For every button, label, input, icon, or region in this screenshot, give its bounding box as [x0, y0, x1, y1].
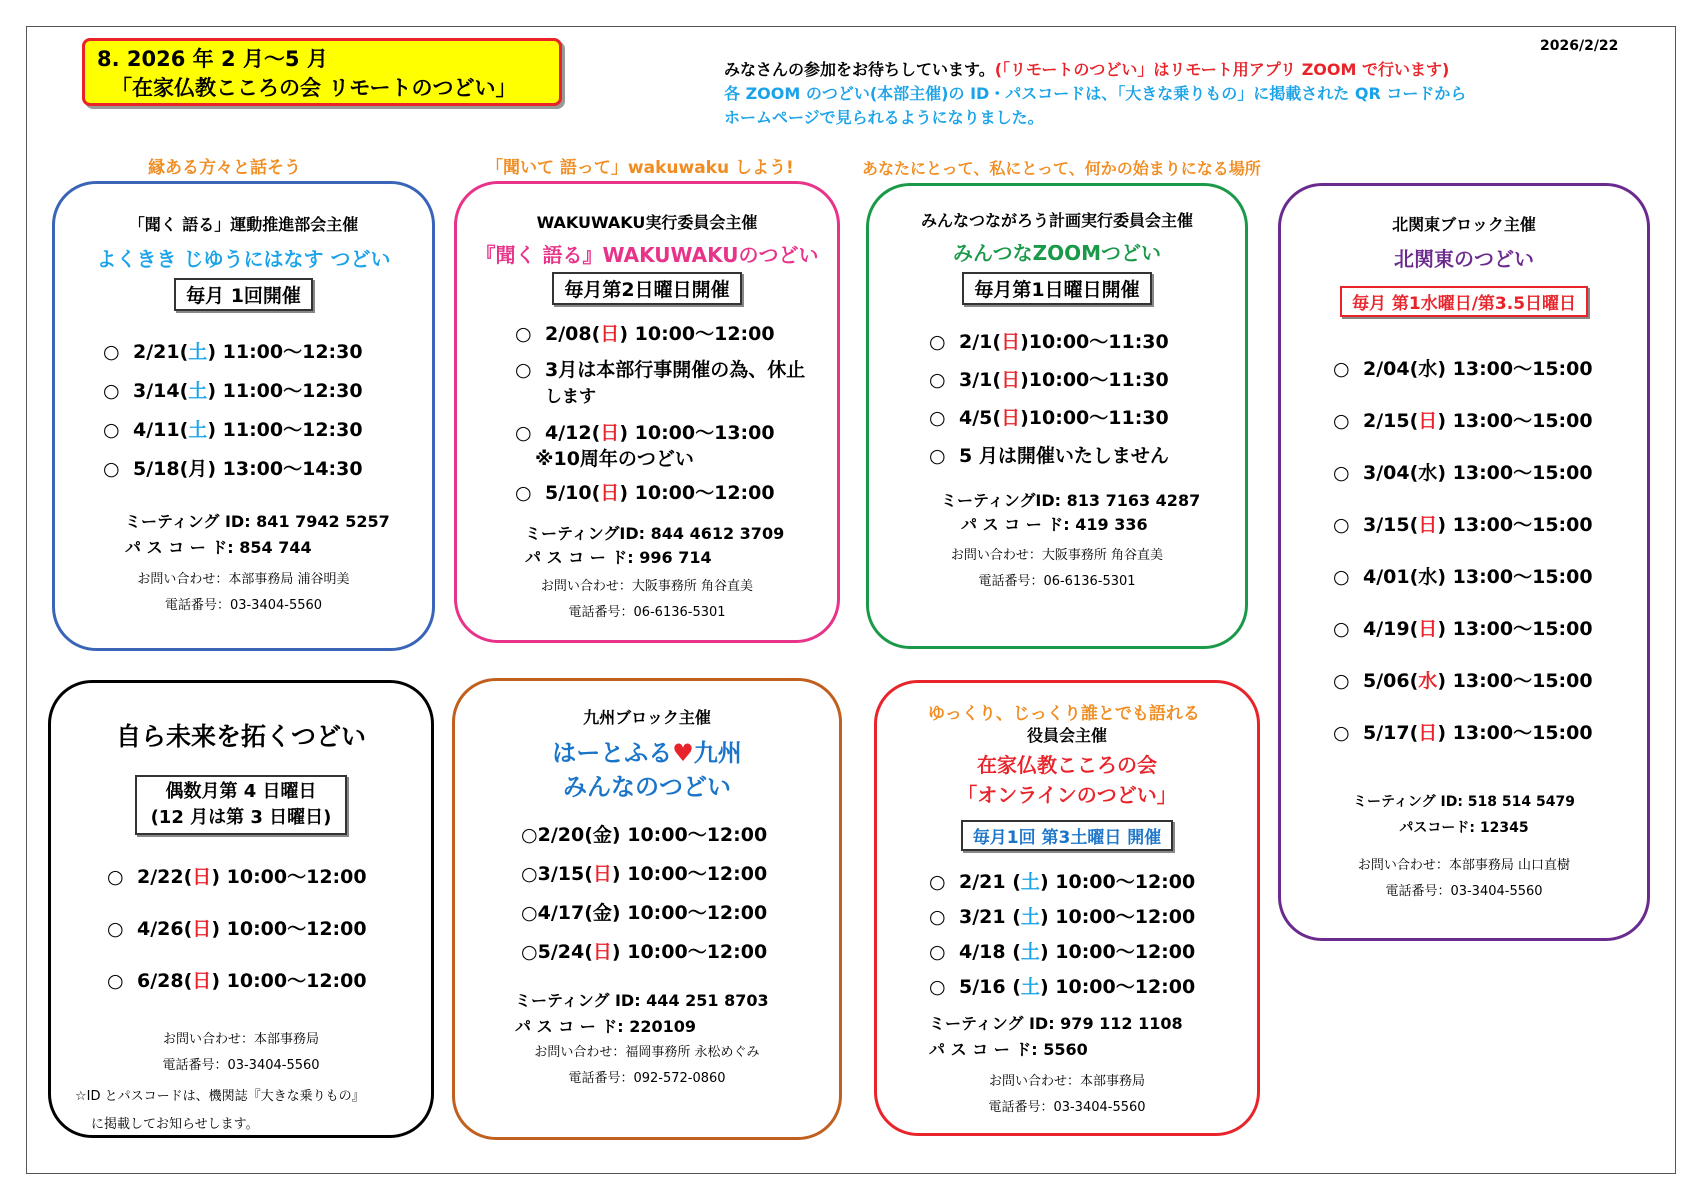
- list-item: ○ 2/04(水) 13:00～15:00: [1333, 358, 1593, 380]
- card-organizer: WAKUWAKU実行委員会主催: [536, 213, 758, 232]
- card-schedule: 毎月1回 第3土曜日 開催: [961, 820, 1174, 851]
- date-list: [1333, 343, 1647, 759]
- phone: 電話番号：06-6136-5301: [568, 605, 726, 620]
- list-item: ○ 2/15(日) 13:00～15:00: [1333, 410, 1593, 432]
- card-organizer: 「聞く 語る」運動推進部会主催: [128, 215, 359, 234]
- meeting-id: ミーティング ID: 518 514 5479: [1353, 794, 1575, 810]
- list-item: ○ 2/21(土) 11:00～12:30: [103, 341, 363, 363]
- list-item: ○ 3/15(日) 13:00～15:00: [1333, 514, 1593, 536]
- date-list: [521, 816, 839, 972]
- note-line-1: ☆ID とパスコードは、機関誌『大きな乗りもの』: [75, 1089, 365, 1104]
- card-mirai: [48, 680, 434, 1138]
- meeting-id: ミーティング ID: 444 251 8703: [515, 991, 769, 1010]
- date-list: [103, 333, 432, 489]
- list-item: ○ 4/12(日) 10:00～13:00: [515, 422, 775, 444]
- schedule-line-2: (12 月は第 3 日曜日): [150, 807, 332, 828]
- card-kiku-kataru: [52, 181, 435, 651]
- list-item: ○5/24(日) 10:00～12:00: [521, 941, 768, 963]
- list-item: ○3/15(日) 10:00～12:00: [521, 863, 768, 885]
- card-schedule: 毎月 1回開催: [174, 278, 313, 311]
- passcode: パスコード: 12345: [1399, 820, 1529, 836]
- card-organizer: 北関東ブロック主催: [1392, 215, 1536, 234]
- list-item: ○ 4/19(日) 13:00～15:00: [1333, 618, 1593, 640]
- date-list: [107, 851, 431, 1007]
- document-date: 2026/2/22: [1540, 38, 1619, 54]
- slogan-1: 縁ある方々と話そう: [148, 158, 301, 178]
- schedule-line-1: 偶数月第 4 日曜日: [165, 781, 317, 802]
- list-item: ○ 3月は本部行事開催の為、休止 します: [515, 359, 806, 407]
- date-list: [515, 321, 837, 506]
- document-title: [82, 38, 562, 106]
- card-online: [874, 680, 1260, 1136]
- meeting-id: ミーティング ID: 979 112 1108: [929, 1014, 1183, 1033]
- phone: 電話番号：03-3404-5560: [1385, 884, 1543, 899]
- phone: 電話番号：06-6136-5301: [978, 574, 1136, 589]
- list-item: ○ 4/18 (土) 10:00～12:00: [929, 941, 1196, 963]
- list-item: ○ 2/22(日) 10:00～12:00: [107, 866, 367, 888]
- list-item: ○ 2/1(日)10:00～11:30: [929, 331, 1169, 353]
- notice-line-1a: みなさんの参加をお待ちしています。: [724, 60, 995, 79]
- list-item: ○2/20(金) 10:00～12:00: [521, 824, 768, 846]
- list-item: ○ 2/21 (土) 10:00～12:00: [929, 871, 1196, 893]
- event-name-line-2: 「オンラインのつどい」: [957, 783, 1177, 807]
- title-line-1: 8. 2026 年 2 月～5 月: [97, 47, 328, 71]
- notice-line-3: ホームページで見られるようになりました。: [724, 108, 1044, 127]
- event-name-line-2: みんなのつどい: [563, 773, 731, 801]
- contact: お問い合わせ：福岡事務所 永松めぐみ: [534, 1045, 760, 1060]
- card-event-name: みんつなZOOMつどい: [952, 241, 1161, 265]
- event-name-line-1: 在家仏教こころの会: [977, 753, 1157, 777]
- slogan-2: 「聞いて 語って」wakuwaku しよう!: [486, 158, 794, 178]
- card-organizer: 九州ブロック主催: [583, 708, 711, 727]
- passcode: パ ス コ ー ド: 220109: [515, 1017, 697, 1036]
- date-list: [929, 865, 1257, 1005]
- card-organizer: みんなつながろう計画実行委員会主催: [920, 211, 1193, 230]
- passcode: パ ス コ ー ド: 996 714: [525, 548, 712, 567]
- list-item: ○ 4/5(日)10:00～11:30: [929, 407, 1169, 429]
- slogan-3: あなたにとって、私にとって、何かの始まりになる場所: [862, 159, 1261, 178]
- title-line-2: 「在家仏教こころの会 リモートのつどい」: [111, 76, 517, 100]
- card-mintsuna: [866, 183, 1248, 649]
- phone: 電話番号：03-3404-5560: [988, 1100, 1146, 1115]
- list-item: ○ 3/14(土) 11:00～12:30: [103, 380, 363, 402]
- list-item: ○ 4/26(日) 10:00～12:00: [107, 918, 367, 940]
- contact: お問い合わせ：本部事務局: [988, 1074, 1145, 1089]
- notice-line-1b: (「リモートのつどい」はリモート用アプリ ZOOM で行います): [994, 60, 1450, 79]
- event-name-part-1: はーとふる: [552, 739, 673, 767]
- meeting-id: ミーティングID: 813 7163 4287: [941, 491, 1201, 510]
- list-item: ○ 5/16 (土) 10:00～12:00: [929, 976, 1196, 998]
- contact: お問い合わせ：本部事務局: [162, 1032, 319, 1047]
- card-organizer: 役員会主催: [1026, 726, 1107, 745]
- card-kitakanto: [1278, 183, 1650, 941]
- event-name-part-2: 九州: [693, 739, 742, 767]
- passcode: パ ス コ ー ド: 419 336: [961, 515, 1148, 534]
- passcode: パ ス コ ー ド: 854 744: [125, 538, 312, 557]
- contact: お問い合わせ：本部事務局 山口直樹: [1357, 858, 1571, 873]
- list-item: ○ 4/01(水) 13:00～15:00: [1333, 566, 1593, 588]
- list-item: ○ 5/10(日) 10:00～12:00: [515, 482, 775, 504]
- notice-line-2: 各 ZOOM のつどい(本部主催)の ID・パスコードは、「大きな乗りもの」に掲載された QR コードから: [724, 84, 1467, 103]
- contact: お問い合わせ：大阪事務所 角谷直美: [540, 579, 754, 594]
- phone: 電話番号：03-3404-5560: [162, 1058, 320, 1073]
- card-schedule: 毎月第1日曜日開催: [962, 272, 1151, 305]
- contact: お問い合わせ：大阪事務所 角谷直美: [950, 548, 1164, 563]
- contact: お問い合わせ：本部事務局 浦谷明美: [137, 572, 350, 587]
- list-item: ○ 3/21 (土) 10:00～12:00: [929, 906, 1196, 928]
- card-event-name: 自ら未来を拓くつどい: [115, 722, 366, 751]
- phone: 電話番号：092-572-0860: [568, 1071, 726, 1086]
- notice: [724, 58, 1466, 130]
- card-wakuwaku: [454, 181, 840, 643]
- card-event-name: [455, 736, 839, 804]
- heart-icon: ♥: [672, 739, 694, 767]
- card-event-name: よくきき じゆうにはなす つどい: [96, 247, 391, 271]
- list-item: ○ 3/04(水) 13:00～15:00: [1333, 462, 1593, 484]
- card-schedule: 毎月第2日曜日開催: [552, 272, 741, 305]
- phone: 電話番号：03-3404-5560: [164, 598, 323, 613]
- note-line-2: に掲載してお知らせします。: [91, 1117, 259, 1132]
- meeting-id: ミーティング ID: 841 7942 5257: [125, 512, 390, 531]
- list-item: ○ 5/06(水) 13:00～15:00: [1333, 670, 1593, 692]
- list-item-note: ※10周年のつどい: [535, 448, 694, 470]
- list-item: ○ 3/1(日)10:00～11:30: [929, 369, 1169, 391]
- list-item: ○ 5/18(月) 13:00～14:30: [103, 458, 363, 480]
- card-kyushu: [452, 678, 842, 1140]
- list-item: ○ 5 月は開催いたしません: [929, 445, 1169, 467]
- list-item: ○ 2/08(日) 10:00～12:00: [515, 323, 775, 345]
- card-event-name: [877, 750, 1257, 810]
- card-schedule: [135, 775, 348, 835]
- list-item: ○4/17(金) 10:00～12:00: [521, 902, 768, 924]
- date-list: [929, 323, 1245, 475]
- card-event-name: 『聞く 語る』WAKUWAKUのつどい: [475, 243, 819, 267]
- list-item: ○ 6/28(日) 10:00～12:00: [107, 970, 367, 992]
- list-item: ○ 4/11(土) 11:00～12:30: [103, 419, 363, 441]
- card-event-name: 北関東のつどい: [1394, 247, 1534, 271]
- card-schedule: 毎月 第1水曜日/第3.5日曜日: [1340, 286, 1588, 317]
- slogan-7: ゆっくり、じっくり誰とでも語れる: [928, 704, 1200, 724]
- list-item: ○ 5/17(日) 13:00～15:00: [1333, 722, 1593, 744]
- passcode: パ ス コ ー ド: 5560: [929, 1040, 1088, 1059]
- meeting-id: ミーティングID: 844 4612 3709: [525, 524, 785, 543]
